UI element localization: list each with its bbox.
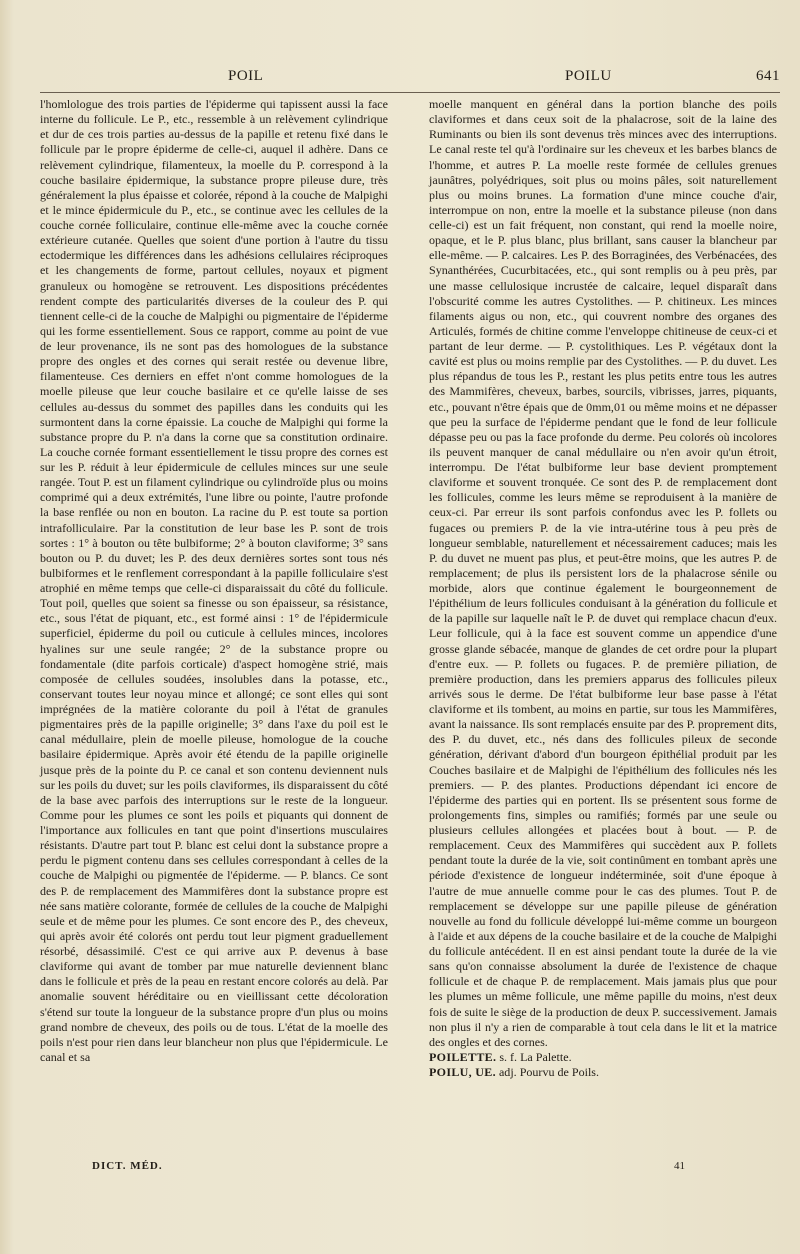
entry-definition: adj. Pourvu de Poils. bbox=[495, 1065, 600, 1079]
left-column bbox=[40, 97, 388, 1065]
footer-sheet-number: 41 bbox=[674, 1160, 685, 1172]
entry-poilette bbox=[429, 1050, 777, 1065]
header-left-word: POIL bbox=[228, 68, 264, 84]
entry-poilu bbox=[429, 1065, 777, 1080]
left-column-text: l'homlologue des trois parties de l'épiderme qui tapissent aussi la face interne du follicule. Le P., etc., ressemble à un relèvement cylindrique et dur de ces trois parties au-dessus de la papille et retenu fixé dans le follicule par le propre épiderme de celle-ci, auquel il adhère. Dans ce relèvement cylindrique, filamenteux, la moelle du P. correspond à la couche basilaire épidermique, la substance propre pileuse dure, très généralement la plus épaisse et colorée, répond à la couche de Malpighi et le mince épidermicule du P., etc., se continue avec les cellules de la couche cornée folliculaire, continue elle-même avec la couche cornée extérieure cutanée. Quelles que soient d'une portion à l'autre du tissu ectodermique les différences dans les adhésions cellulaires réciproques et les changements de forme, partout cellules, noyaux et pigment granuleux ou homogène se retrouvent. Les dispositions précédentes rendent compte des particularités diverses de la couleur des P. qui tiennent celle-ci de la couche de Malpighi ou pigmentaire de l'épiderme qui les forme essentiellement. Sous ce rapport, comme au point de vue de leur provenance, ils ne sont pas des homologues de la substance propre des ongles et des cornes qui serait restée ou devenue libre, filamenteuse. Ces derniers en effet n'ont comme homologues de la moelle pileuse que leur couche basilaire et ce qu'elle laisse de ses cellules au-dessus du sommet des papilles dans les conduits qui les surmontent dans la corne épaissie. La couche de Malpighi qui forme la substance propre du P. n'a dans la corne que sa constitution ordinaire. La couche cornée formant essentiellement le tissu propre des cornes est sur les P. réduit à leur épidermicule de cellules minces sur une seule rangée. Tout P. est un filament cylindrique ou cylindroïde plus ou moins comprimé qui a deux extrémités, l'une libre ou pointe, l'autre profonde la base renflée ou non en bouton. La racine du P. est toute sa portion intrafolliculaire. Par la constitution de leur base les P. sont de trois sortes : 1° à bouton ou tête bulbiforme; 2° à bouton claviforme; 3° sans bouton ou P. du duvet; les P. des deux dernières sortes sont tous nés bulbiformes et le renflement correspondant à la papille folliculaire s'est atrophié en même temps que celle-ci disparaissait du côté du follicule. Tout poil, quelles que soient sa finesse ou son épaisseur, sa résistance, etc., sous l'état de piquant, etc., est formé ainsi : 1° de l'épidermicule superficiel, épiderme du poil ou cuticule à cellules minces, incolores hyalines sur une seule rangée; 2° de la substance propre ou fondamentale (dite parfois corticale) d'aspect homogène strié, mais composée de cellules soudées, insolubles dans la potasse, etc., conservant toutes leur noyau mince et allongé; ce sont elles qui sont imprégnées de la matière colorante du poil à l'état de granules pigmentaires près de la papille originelle; 3° dans l'axe du poil est le canal médullaire, plein de moelle pileuse, homologue de la couche basilaire épidermique. Après avoir été étendu de la papille originelle jusque près de la pointe du P. ce canal et son contenu deviennent nuls sur les poils du duvet; sur les poils claviformes, ils disparaissent du côté de la base avec parfois des interruptions sur le reste de la longueur. Comme pour les plumes ce sont les poils et piquants qui donnent de l'importance aux follicules en tant que point d'insertions musculaires résistants. D'autre part tout P. blanc est celui dont la substance propre a perdu le pigment contenu dans ses cellules correspondant à celles de la couche de Malpighi ou pigmentée de l'épiderme. — P. blancs. Ce sont des P. de remplacement des Mammifères dont la substance propre est née sans matière colorante, formée de cellules de la couche de Malpighi seule et de même pour les plumes. Ce sont encore des P., des cheveux, qui après avoir été colorés ont perdu tout leur pigment graduellement résorbé, désassimilé. C'est ce qui arrive aux P. devenus à base claviforme qui avant de tomber par mue naturelle deviennent blanc dans le follicule et près de la peau en restant encore colorés au delà. Par anomalie souvent héréditaire ou en vieillissant cette décoloration s'étend sur toute la longueur de la substance propre d'un plus ou moins grand nombre de cheveux, des poils ou de tous. L'état de la moelle des poils n'est pour rien dans leur blancheur non plus que l'épidermicule. Le canal et sa bbox=[40, 97, 388, 1064]
footer-signature: DICT. MÉD. bbox=[92, 1160, 163, 1172]
entry-definition: s. f. La Palette. bbox=[496, 1049, 572, 1064]
header-right-word: POILU bbox=[565, 68, 612, 84]
right-column-text: moelle manquent en général dans la portion blanche des poils claviformes et dans ceux soit de la phalacrose, soit de la laine des Ruminants ou bien ils sont devenus très minces avec des interruptions. Le canal reste tel qu'à l'ordinaire sur les cheveux et les barbes blancs de l'homme, et autres P. La moelle reste formée de cellules grenues jaunâtres, polyédriques, soit plus ou moins pâles, soit naturellement plus ou moins brunes. La formation d'une mince couche d'air, interrompue on non, entre la moelle et la substance pileuse (non dans celle-ci) est un fait fréquent, non constant, qui rend la moelle noire, opaque, et le P. plus blanc, plus brillant, sans causer la blancheur par elle-même. — P. calcaires. Les P. des Borraginées, des Verbénacées, des Synanthérées, Cucurbitacées, etc., qui sont remplis ou à peu près, par une masse cellulosique incrustée de calcaire, lequel disparaît dans l'obscurité comme les autres Cystolithes. — P. chitineux. Les minces filaments aigus ou non, etc., qui couvrent nombre des organes des Articulés, formés de chitine comme l'enveloppe chitineuse de ceux-ci et partant de leur derme. — P. cystolithiques. Les P. végétaux dont la cavité est plus ou moins remplie par des Cystolithes. — P. du duvet. Les plus répandus de tous les P., restant les plus petits entre tous les autres des Mammifères, cheveux, barbes, sourcils, vibrisses, jarres, piquants, etc., pouvant n'être épais que de 0mm,01 ou même moins et ne dépasser que peu la surface de l'épiderme pendant que le fond de leur follicule dépasse peu ou pas la face profonde du derme. Peu colorés où incolores ils peuvent manquer de canal médullaire ou n'en avoir qu'un étroit, interrompu. De l'état bulbiforme leur base devient promptement claviforme et souvent tronquée. Ce sont des P. de remplacement dont les follicules, comme les leurs même se reproduisent à la manière de ceux-ci. Par erreur ils sont parfois confondus avec les P. follets ou fugaces ou premiers P. de la vie intra-utérine tous à peu près de longueur semblable, naturellement et nécessairement caduces; mais les P. du duvet ne muent pas plus, et peut-être moins, que les autres P. de remplacement; de plus ils persistent lors de la phalacrose sénile ou morbide, alors que continue également le bourgeonnement de l'épithélium de leurs follicules conduisant à la génération du follicule et de la papille sur laquelle naît le P. de duvet qui remplace chacun d'eux. Leur follicule, qui à la face est souvent comme un appendice d'une grosse glande sébacée, manque de glandes de cet ordre pour la plupart d'entre eux. — P. follets ou fugaces. P. de première piliation, de première production, dans les premiers apparus des follicules pileux arrivés sous le derme. De l'état bulbiforme leur base passe à l'état claviforme et ils tombent, au moins en partie, sur tous les Mammifères, avant la naissance. Ils sont remplacés ensuite par des P. proprement dits, des P. du duvet, etc., nés dans des follicules pileux de seconde génération, dérivant d'abord d'un bourgeon épithélial produit par les Couches basilaire et de Malpighi de l'épithélium des follicules nés les premiers. — P. des plantes. Productions dépendant ici encore de l'épiderme des parties qui en portent. Ils se présentent sous forme de prolongements fins, simples ou ramifiés; formés par une seule ou plusieurs cellules allongées et placées bout à bout. — P. de remplacement. Ceux des Mammifères qui succèdent aux P. follets pendant toute la durée de la vie, soit continûment en tombant après une période d'existence de longueur indéterminée, soit d'une époque à l'autre de mue annuelle comme pour le cas des plumes. Tout P. de remplacement se développe sur une papille pileuse de génération nouvelle au fond du follicule développé lui-même comme un bourgeon à l'aide et aux dépens de la couche basilaire et de la couche de Malpighi du follicule antécédent. Il en est ainsi pendant toute la durée de la vie sans qu'on connaisse absolument la durée de l'existence de chaque follicule et de chaque P. de remplacement. Mais jamais plus que pour les plumes un même follicule, une même papille du moins, n'est deux fois de suite le siège de la production de deux P. successivement. Jamais non plus il n'y a rien de comparable à tout cela dans le lit et la matrice des ongles et des cornes. bbox=[429, 97, 777, 1049]
entry-headword: POILETTE. bbox=[429, 1049, 497, 1064]
page-number: 641 bbox=[756, 68, 780, 84]
right-column bbox=[429, 97, 777, 1080]
entry-headword: POILU, UE. bbox=[429, 1065, 496, 1079]
running-header bbox=[40, 68, 780, 90]
header-rule bbox=[40, 92, 780, 93]
page-footer bbox=[40, 1160, 780, 1178]
